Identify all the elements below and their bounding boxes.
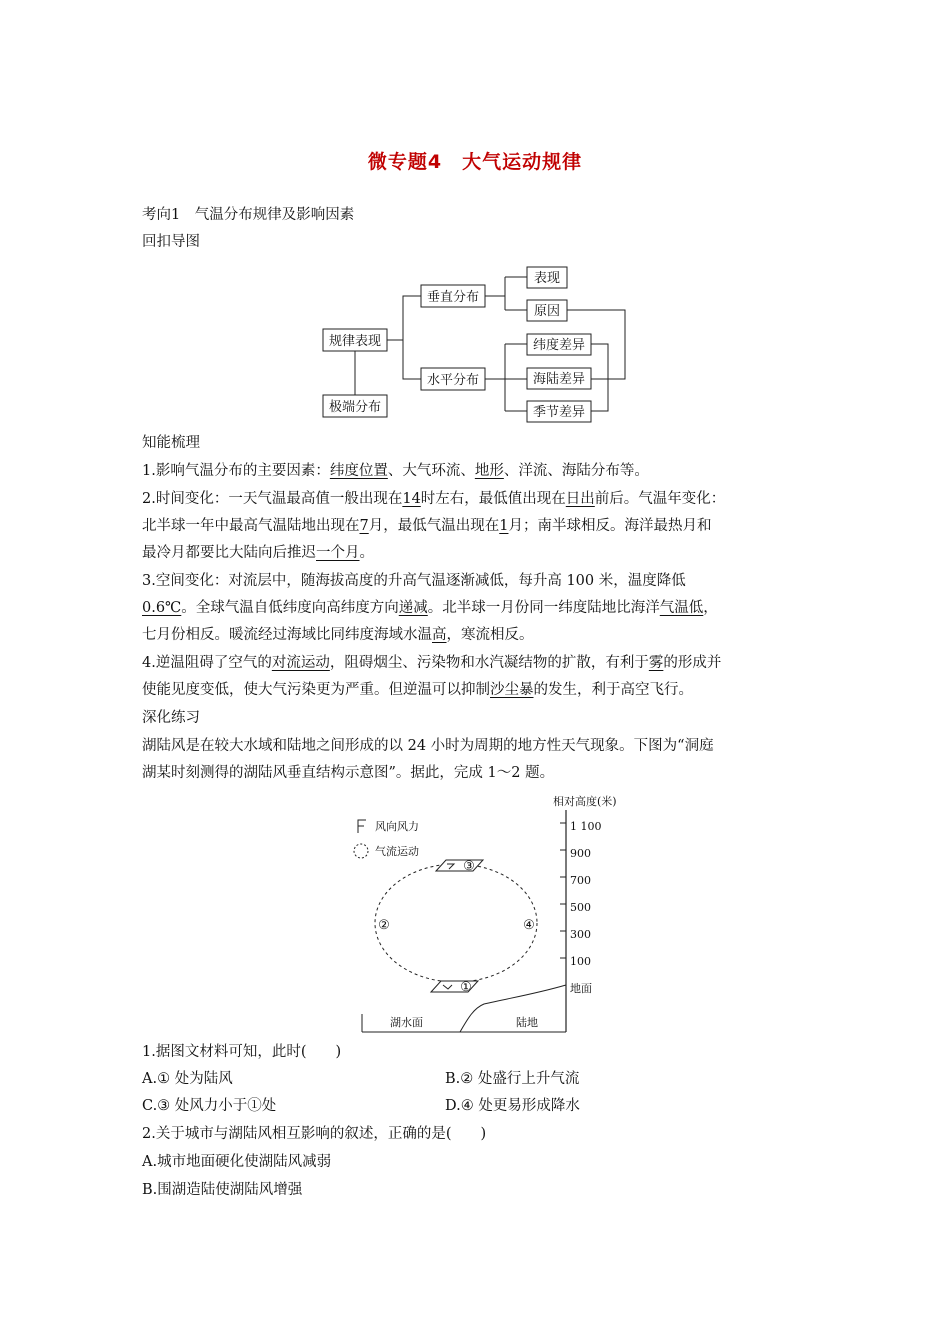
paragraph-3-line-2: 0.6℃。全球气温自低纬度向高纬度方向递减。北半球一月份同一纬度陆地比海洋气温低， (142, 600, 718, 616)
paragraph-2-line-1: 2.时间变化：一天气温最高值一般出现在14时左右，最低值出现在日出前后。气温年变化： (142, 491, 726, 507)
subheading-knowledge: 知能梳理 (142, 435, 200, 451)
point-1-label: ① (460, 980, 472, 995)
map-label-season: 季节差异 (532, 405, 586, 420)
map-label-horizontal: 水平分布 (426, 373, 480, 388)
axis-title: 相对高度(米) (553, 795, 617, 808)
land-surface (460, 985, 566, 1032)
map-label-appearance: 表现 (533, 271, 561, 286)
paragraph-2-line-3: 最冷月都要比大陆向后推迟一个月。 (142, 545, 374, 561)
point-4-label: ④ (523, 918, 535, 933)
map-label-cause: 原因 (533, 304, 561, 319)
map-label-latitude: 纬度差异 (532, 338, 586, 353)
tick-label: 500 (570, 901, 591, 914)
subheading-practice: 深化练习 (142, 710, 200, 726)
tick-label: 700 (570, 874, 591, 887)
question-1-option-d[interactable]: D.④ 处更易形成降水 (445, 1098, 580, 1114)
legend-wind-label: 风向风力 (375, 820, 419, 833)
point-3-label: ③ (463, 859, 475, 874)
paragraph-4-line-1: 4.逆温阻碍了空气的对流运动，阻碍烟尘、污染物和水汽凝结物的扩散，有利于雾的形成并 (142, 655, 722, 671)
paragraph-4-line-2: 使能见度变低，使大气污染更为严重。但逆温可以抑制沙尘暴的发生，利于高空飞行。 (142, 682, 693, 698)
wind-flag-upper (436, 860, 483, 871)
flow-icon (354, 844, 368, 858)
section-heading: 考向1 气温分布规律及影响因素 (142, 207, 355, 223)
question-2-stem: 2.关于城市与湖陆风相互影响的叙述，正确的是( ) (142, 1126, 487, 1142)
tick-label: 300 (570, 928, 591, 941)
paragraph-1: 1.影响气温分布的主要因素：纬度位置、大气环流、地形、洋流、海陆分布等。 (142, 463, 649, 479)
page-title: 微专题4 大气运动规律 (367, 151, 583, 173)
lake-label: 湖水面 (390, 1016, 423, 1029)
map-label-vertical: 垂直分布 (426, 290, 480, 305)
paragraph-3-line-3: 七月份相反。暖流经过海域比同纬度海域水温高，寒流相反。 (142, 627, 534, 643)
tick-label: 900 (570, 847, 591, 860)
ground-label: 地面 (570, 982, 592, 995)
point-2-label: ② (378, 918, 390, 933)
question-1-stem: 1.据图文材料可知，此时( ) (142, 1044, 342, 1060)
question-1-option-c[interactable]: C.③ 处风力小于①处 (142, 1098, 277, 1114)
question-2-option-b[interactable]: B.围湖造陆使湖陆风增强 (142, 1182, 303, 1198)
question-1-option-a[interactable]: A.① 处为陆风 (142, 1071, 233, 1087)
map-label-extreme: 极端分布 (328, 400, 382, 415)
land-label: 陆地 (516, 1016, 538, 1029)
paragraph-3-line-1: 3.空间变化：对流层中，随海拔高度的升高气温逐渐减低，每升高 100 米，温度降低 (142, 573, 686, 589)
tick-label: 100 (570, 955, 591, 968)
intro-line-1: 湖陆风是在较大水域和陆地之间形成的以 24 小时为周期的地方性天气现象。下图为“洞庭 (142, 738, 714, 754)
paragraph-2-line-2: 北半球一年中最高气温陆地出现在7月，最低气温出现在1月；南半球相反。海洋最热月和 (142, 518, 712, 534)
subheading-mindmap: 回扣导图 (142, 234, 200, 250)
question-2-option-a[interactable]: A.城市地面硬化使湖陆风减弱 (142, 1154, 332, 1170)
map-label-landsea: 海陆差异 (532, 372, 586, 387)
question-1-option-b[interactable]: B.② 处盛行上升气流 (445, 1071, 580, 1087)
tick-label: 1 100 (570, 820, 602, 833)
intro-line-2: 湖某时刻测得的湖陆风垂直结构示意图”。据此，完成 1～2 题。 (142, 765, 555, 781)
wind-icon (358, 820, 366, 833)
circulation-loop (375, 864, 537, 982)
map-label-root: 规律表现 (328, 334, 382, 349)
legend-flow-label: 气流运动 (375, 845, 419, 858)
